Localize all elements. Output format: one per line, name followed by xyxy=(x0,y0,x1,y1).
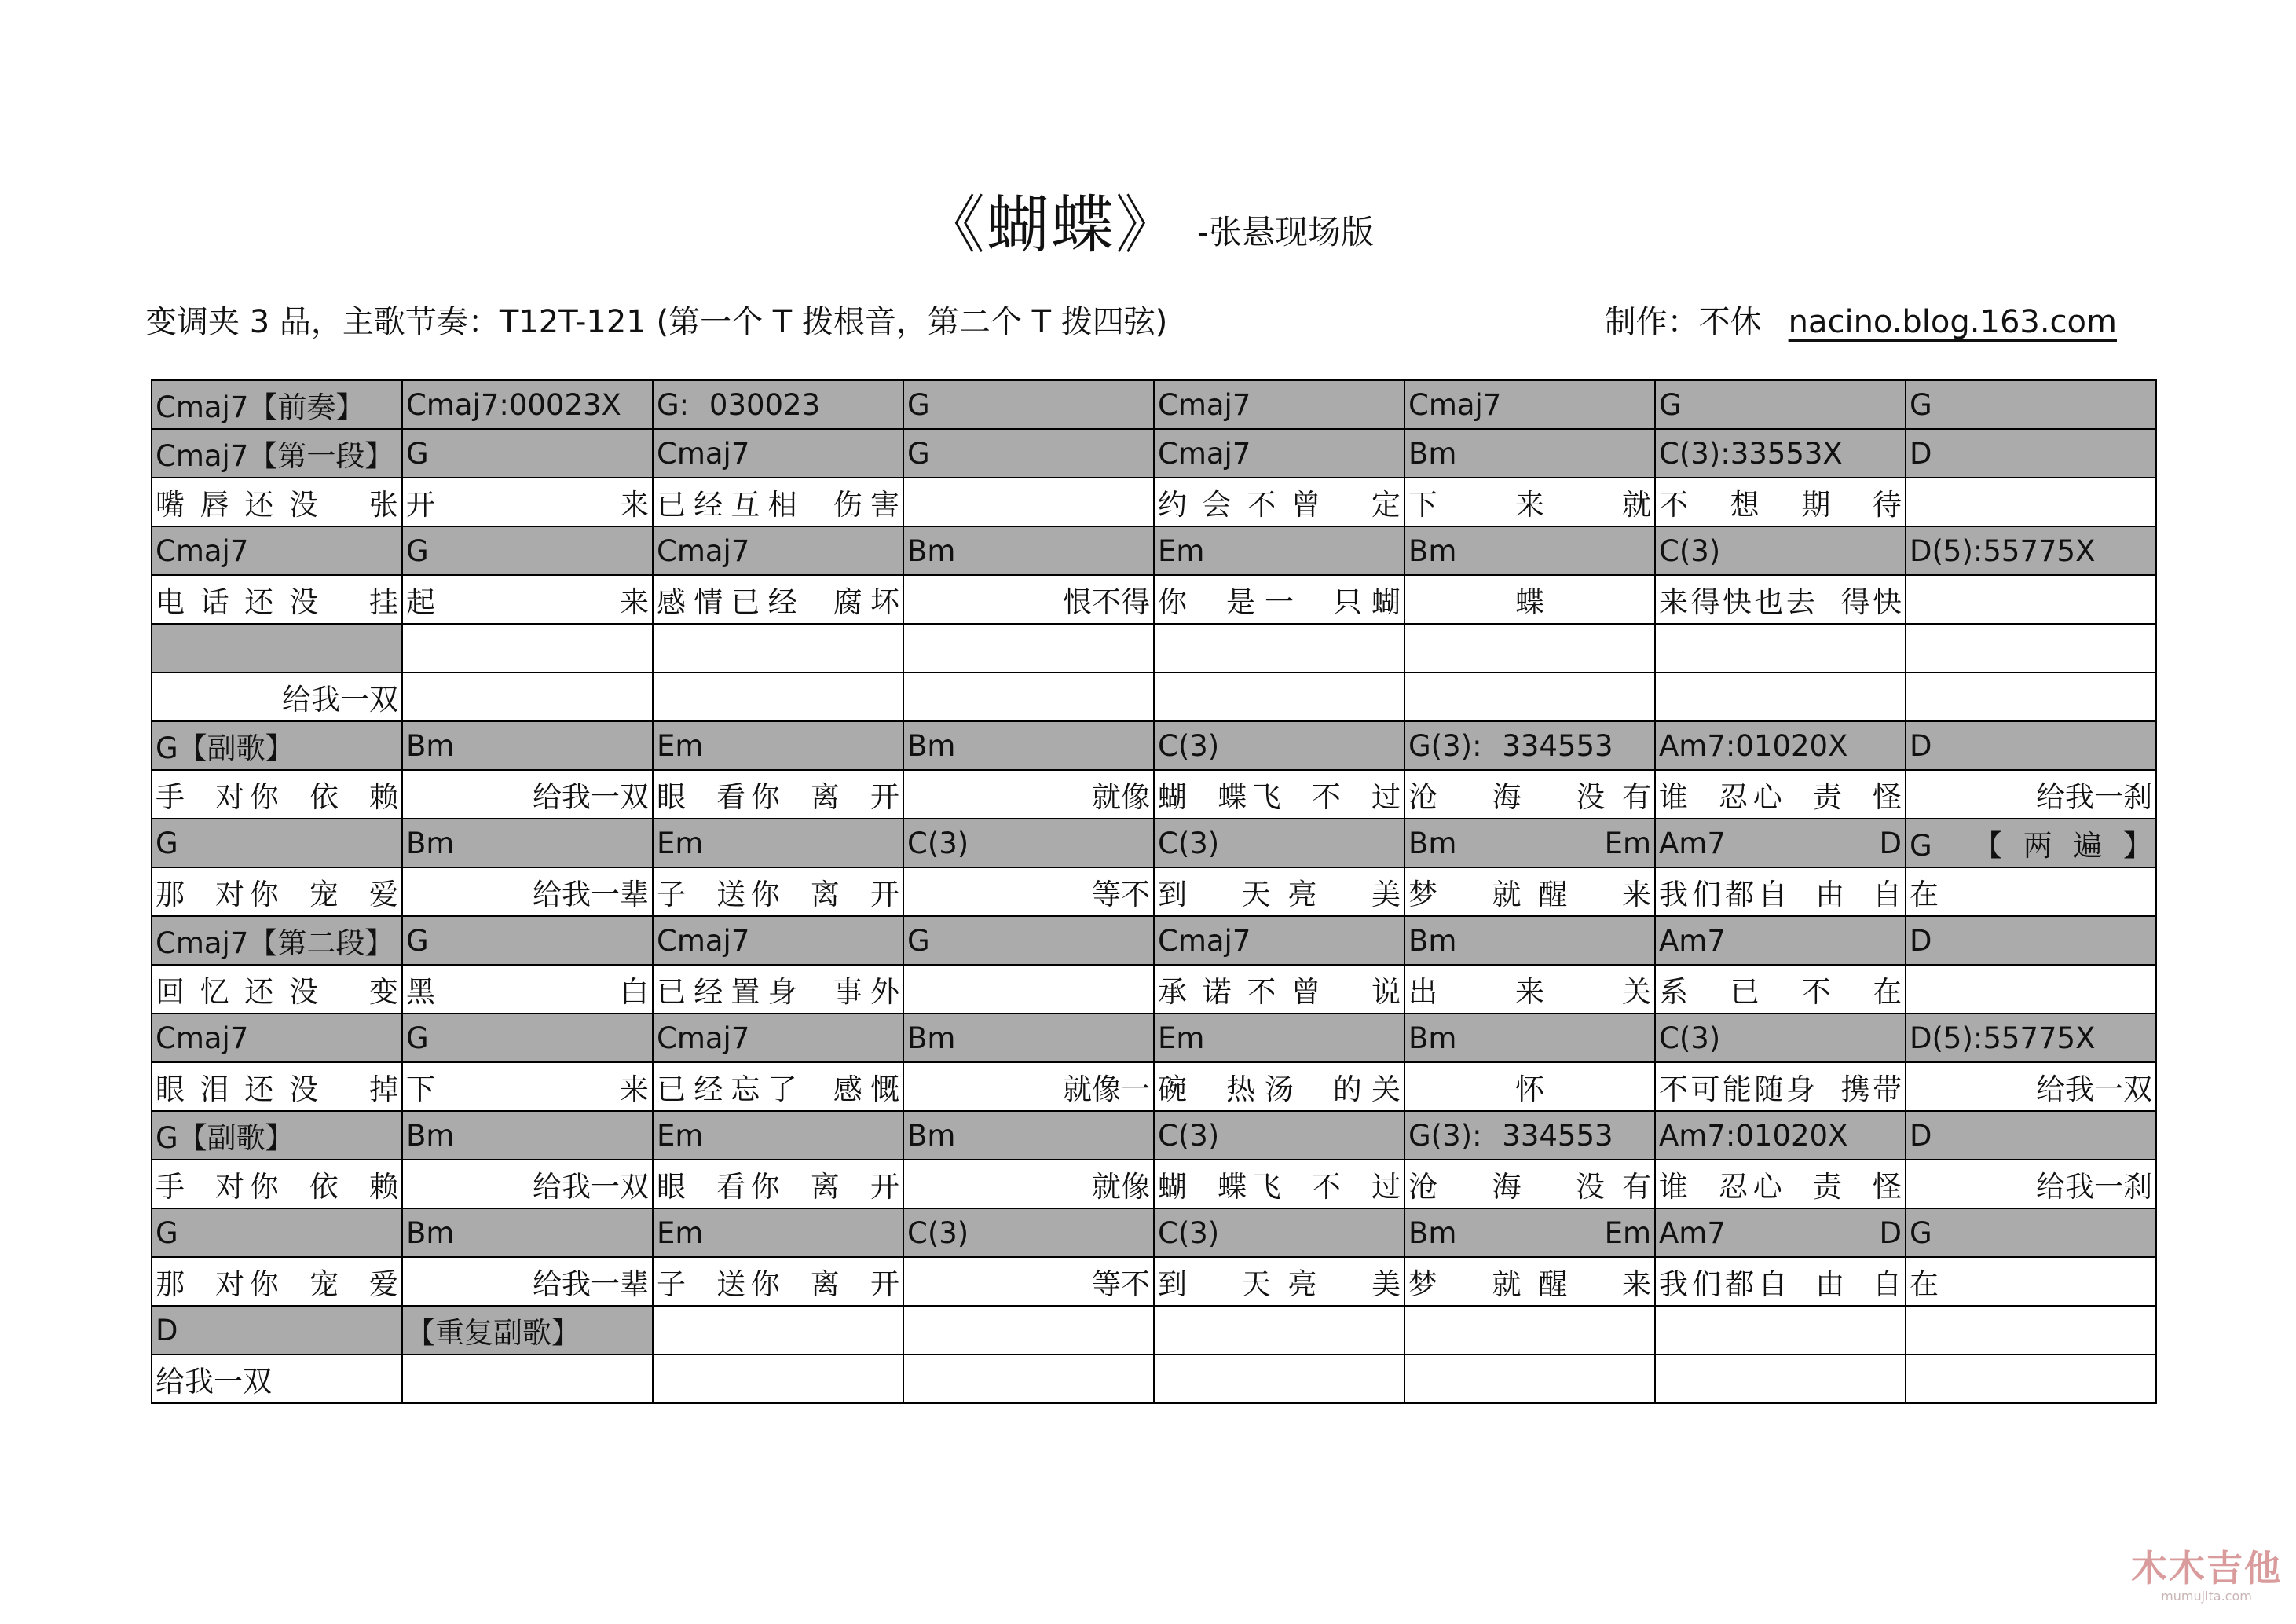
chord-cell: G(3): 334553 xyxy=(1404,1111,1655,1160)
chord-cell: 【重复副歌】 xyxy=(402,1306,653,1355)
lyric-cell: 系 已 不 在 xyxy=(1655,965,1906,1014)
chord-cell: Bm Em xyxy=(1404,819,1655,867)
lyric-cell: 给我一双 xyxy=(1906,1062,2156,1111)
chord-cell: G xyxy=(903,916,1154,965)
chord-cell: G xyxy=(903,429,1154,478)
chord-cell xyxy=(1404,624,1655,673)
chord-row xyxy=(152,1306,2156,1355)
capo-rhythm-info: 变调夹 3 品，主歌节奏：T12T-121 (第一个 T 拨根音，第二个 T 拨四弦) xyxy=(145,304,1168,340)
lyric-cell: 就像 xyxy=(903,770,1154,819)
lyric-cell: 给我一刹 xyxy=(1906,1160,2156,1208)
chord-cell: G xyxy=(402,526,653,575)
chord-cell: Am7 xyxy=(1655,916,1906,965)
chord-cell xyxy=(152,624,402,673)
lyric-cell: 不可能随身 携带 xyxy=(1655,1062,1906,1111)
lyric-cell xyxy=(1404,673,1655,721)
chord-cell: Bm xyxy=(1404,1014,1655,1062)
lyric-cell xyxy=(653,673,903,721)
lyric-cell: 子 送你 离 开 xyxy=(653,1257,903,1306)
lyric-cell: 眼 看你 离 开 xyxy=(653,770,903,819)
chord-cell: G xyxy=(1906,1208,2156,1257)
chord-cell: Bm xyxy=(903,1111,1154,1160)
lyric-cell: 手 对你 依 赖 xyxy=(152,1160,402,1208)
lyric-cell: 已经忘了 感慨 xyxy=(653,1062,903,1111)
chord-cell: D(5):55775X xyxy=(1906,1014,2156,1062)
lyric-cell: 梦 就醒 来 xyxy=(1404,1257,1655,1306)
chord-cell: Bm xyxy=(402,1208,653,1257)
lyric-cell: 出 来 关 xyxy=(1404,965,1655,1014)
chord-cell: G 【两遍】 xyxy=(1906,819,2156,867)
lyric-cell: 下 来 就 xyxy=(1404,478,1655,526)
chord-cell: Cmaj7 xyxy=(653,429,903,478)
chord-cell: G xyxy=(152,819,402,867)
chord-row xyxy=(152,624,2156,673)
lyric-cell: 蝶 xyxy=(1404,575,1655,624)
chord-cell xyxy=(653,624,903,673)
chord-cell xyxy=(1655,624,1906,673)
page-subtitle: -张悬现场版 xyxy=(1196,213,1375,251)
lyric-row xyxy=(152,965,2156,1014)
lyric-cell: 碗 热汤 的关 xyxy=(1154,1062,1404,1111)
lyric-cell xyxy=(1655,1355,1906,1403)
page-title: 《蝴蝶》 xyxy=(921,189,1180,262)
chord-cell: Bm xyxy=(1404,526,1655,575)
chord-cell: Bm Em xyxy=(1404,1208,1655,1257)
lyric-cell: 我们都自 由 自 xyxy=(1655,867,1906,916)
chord-row xyxy=(152,916,2156,965)
lyric-row xyxy=(152,867,2156,916)
lyric-cell: 沧 海 没有 xyxy=(1404,770,1655,819)
lyric-cell: 回忆还没 变 xyxy=(152,965,402,1014)
chord-cell: G xyxy=(1906,380,2156,429)
title-block xyxy=(0,174,2296,265)
lyric-cell: 在 xyxy=(1906,1257,2156,1306)
chord-cell: Em xyxy=(653,819,903,867)
chord-cell xyxy=(402,624,653,673)
chord-cell: Cmaj7 xyxy=(1404,380,1655,429)
credits xyxy=(1605,297,2117,342)
chord-cell: C(3) xyxy=(1154,819,1404,867)
lyric-cell: 等不 xyxy=(903,867,1154,916)
chord-cell: Cmaj7 xyxy=(653,916,903,965)
chord-cell xyxy=(1404,1306,1655,1355)
chord-cell: Cmaj7 xyxy=(1154,380,1404,429)
lyric-cell: 给我一双 xyxy=(152,673,402,721)
lyric-row xyxy=(152,478,2156,526)
blog-link[interactable]: nacino.blog.163.com xyxy=(1788,304,2117,340)
lyric-cell xyxy=(903,673,1154,721)
chord-cell: C(3) xyxy=(1154,1111,1404,1160)
chord-row xyxy=(152,819,2156,867)
chord-cell: G xyxy=(402,429,653,478)
chord-cell: Bm xyxy=(903,1014,1154,1062)
chord-cell: Em xyxy=(1154,1014,1404,1062)
chord-cell xyxy=(903,624,1154,673)
lyric-cell xyxy=(1154,673,1404,721)
chord-cell: C(3) xyxy=(903,1208,1154,1257)
lyric-cell: 怀 xyxy=(1404,1062,1655,1111)
lyric-cell: 给我一辈 xyxy=(402,1257,653,1306)
lyric-cell: 给我一辈 xyxy=(402,867,653,916)
chord-cell: D xyxy=(1906,429,2156,478)
lyric-cell xyxy=(402,1355,653,1403)
chord-row xyxy=(152,526,2156,575)
chord-cell: C(3):33553X xyxy=(1655,429,1906,478)
chord-cell: Cmaj7 xyxy=(653,526,903,575)
chord-cell: Cmaj7 xyxy=(1154,916,1404,965)
chord-cell: D xyxy=(1906,916,2156,965)
lyric-cell: 感情已经 腐坏 xyxy=(653,575,903,624)
chord-row xyxy=(152,1014,2156,1062)
chord-cell xyxy=(903,1306,1154,1355)
lyric-cell: 眼 看你 离 开 xyxy=(653,1160,903,1208)
chord-cell xyxy=(1154,624,1404,673)
lyric-cell xyxy=(1906,1355,2156,1403)
lyric-cell: 到 天亮 美 xyxy=(1154,867,1404,916)
lyric-cell: 开 来 xyxy=(402,478,653,526)
chord-cell: C(3) xyxy=(1655,526,1906,575)
lyric-row xyxy=(152,575,2156,624)
chord-cell: Bm xyxy=(402,1111,653,1160)
lyric-cell: 给我一双 xyxy=(152,1355,402,1403)
lyric-cell: 我们都自 由 自 xyxy=(1655,1257,1906,1306)
lyric-cell: 给我一双 xyxy=(402,1160,653,1208)
lyric-row xyxy=(152,1062,2156,1111)
chord-cell: Em xyxy=(1154,526,1404,575)
chord-cell: Am7:01020X xyxy=(1655,1111,1906,1160)
chord-cell: Bm xyxy=(1404,429,1655,478)
chord-cell: C(3) xyxy=(1154,721,1404,770)
chord-cell: Am7:01020X xyxy=(1655,721,1906,770)
lyric-cell xyxy=(903,478,1154,526)
lyric-cell xyxy=(402,673,653,721)
lyric-cell: 蝴 蝶飞 不 过 xyxy=(1154,1160,1404,1208)
lyric-cell xyxy=(1655,673,1906,721)
lyric-cell: 手 对你 依 赖 xyxy=(152,770,402,819)
lyric-cell: 约会不曾 定 xyxy=(1154,478,1404,526)
chord-cell: Am7 D xyxy=(1655,1208,1906,1257)
chord-cell: G xyxy=(152,1208,402,1257)
chord-cell: D xyxy=(1906,721,2156,770)
chord-cell: D xyxy=(1906,1111,2156,1160)
chord-cell: Bm xyxy=(903,721,1154,770)
lyric-cell: 承诺不曾 说 xyxy=(1154,965,1404,1014)
chord-cell: Bm xyxy=(903,526,1154,575)
lyric-row xyxy=(152,1355,2156,1403)
lyric-cell: 电话还没 挂 xyxy=(152,575,402,624)
chord-cell: G xyxy=(402,1014,653,1062)
chord-cell: G xyxy=(1655,380,1906,429)
lyric-cell: 眼泪还没 掉 xyxy=(152,1062,402,1111)
chord-cell: C(3) xyxy=(1655,1014,1906,1062)
lyric-cell: 就像 xyxy=(903,1160,1154,1208)
chord-cell: Cmaj7 xyxy=(152,526,402,575)
lyric-cell: 沧 海 没有 xyxy=(1404,1160,1655,1208)
chord-cell: C(3) xyxy=(903,819,1154,867)
chord-row xyxy=(152,429,2156,478)
lyric-cell: 给我一双 xyxy=(402,770,653,819)
lyric-cell: 谁 忍心 责 怪 xyxy=(1655,1160,1906,1208)
lyric-row xyxy=(152,770,2156,819)
chord-cell: G: 030023 xyxy=(653,380,903,429)
chord-cell: Cmaj7:00023X xyxy=(402,380,653,429)
lyric-cell: 那 对你 宠 爱 xyxy=(152,1257,402,1306)
chord-cell: C(3) xyxy=(1154,1208,1404,1257)
lyric-cell: 已经互相 伤害 xyxy=(653,478,903,526)
lyric-cell: 黑 白 xyxy=(402,965,653,1014)
lyric-row xyxy=(152,1257,2156,1306)
lyric-cell: 就像一 xyxy=(903,1062,1154,1111)
chord-cell: Em xyxy=(653,1111,903,1160)
lyric-cell: 下 来 xyxy=(402,1062,653,1111)
lyric-row xyxy=(152,1160,2156,1208)
chord-cell: Bm xyxy=(1404,916,1655,965)
lyric-cell xyxy=(1906,673,2156,721)
chord-cell: G xyxy=(903,380,1154,429)
lyric-cell: 恨不得 xyxy=(903,575,1154,624)
chord-cell: G【副歌】 xyxy=(152,1111,402,1160)
lyric-cell xyxy=(903,965,1154,1014)
chord-cell: Bm xyxy=(402,819,653,867)
lyric-cell: 梦 就醒 来 xyxy=(1404,867,1655,916)
lyric-row xyxy=(152,673,2156,721)
chord-row xyxy=(152,380,2156,429)
lyric-cell: 起 来 xyxy=(402,575,653,624)
lyric-cell xyxy=(903,1355,1154,1403)
chord-cell: G(3): 334553 xyxy=(1404,721,1655,770)
chord-cell: Em xyxy=(653,1208,903,1257)
lyric-cell: 给我一刹 xyxy=(1906,770,2156,819)
chord-cell: G【副歌】 xyxy=(152,721,402,770)
chord-cell: D xyxy=(152,1306,402,1355)
author-credit: 制作：不休 xyxy=(1604,304,1762,340)
chord-row xyxy=(152,1111,2156,1160)
chord-cell: Cmaj7【前奏】 xyxy=(152,380,402,429)
chord-cell: Cmaj7【第二段】 xyxy=(152,916,402,965)
chord-row xyxy=(152,721,2156,770)
chord-row xyxy=(152,1208,2156,1257)
lyric-cell xyxy=(1906,965,2156,1014)
lyric-cell: 你 是一 只蝴 xyxy=(1154,575,1404,624)
chord-cell: Em xyxy=(653,721,903,770)
lyric-cell xyxy=(1154,1355,1404,1403)
chord-cell xyxy=(1154,1306,1404,1355)
chord-lyric-sheet xyxy=(151,379,2157,1404)
chord-cell: Am7 D xyxy=(1655,819,1906,867)
chord-cell: Cmaj7 xyxy=(152,1014,402,1062)
lyric-cell: 子 送你 离 开 xyxy=(653,867,903,916)
lyric-cell: 谁 忍心 责 怪 xyxy=(1655,770,1906,819)
lyric-cell: 蝴 蝶飞 不 过 xyxy=(1154,770,1404,819)
lyric-cell: 到 天亮 美 xyxy=(1154,1257,1404,1306)
watermark-url: mumujita.com xyxy=(2161,1589,2252,1604)
lyric-cell: 等不 xyxy=(903,1257,1154,1306)
lyric-cell: 嘴唇还没 张 xyxy=(152,478,402,526)
chord-cell xyxy=(1906,624,2156,673)
lyric-cell: 不 想 期 待 xyxy=(1655,478,1906,526)
chord-cell: Bm xyxy=(402,721,653,770)
chord-cell: Cmaj7 xyxy=(653,1014,903,1062)
lyric-cell xyxy=(653,1355,903,1403)
lyric-cell xyxy=(1906,575,2156,624)
chord-cell: G xyxy=(402,916,653,965)
watermark-logo-text: 木木吉他 xyxy=(2131,1547,2282,1589)
watermark xyxy=(2131,1540,2282,1604)
chord-cell: D(5):55775X xyxy=(1906,526,2156,575)
lyric-cell: 那 对你 宠 爱 xyxy=(152,867,402,916)
chord-cell: Cmaj7 xyxy=(1154,429,1404,478)
chord-cell xyxy=(1655,1306,1906,1355)
lyric-cell: 来得快也去 得快 xyxy=(1655,575,1906,624)
lyric-cell xyxy=(1906,478,2156,526)
chord-cell xyxy=(1906,1306,2156,1355)
chord-cell xyxy=(653,1306,903,1355)
lyric-cell: 在 xyxy=(1906,867,2156,916)
chord-cell: Cmaj7【第一段】 xyxy=(152,429,402,478)
lyric-cell: 已经置身 事外 xyxy=(653,965,903,1014)
lyric-cell xyxy=(1404,1355,1655,1403)
